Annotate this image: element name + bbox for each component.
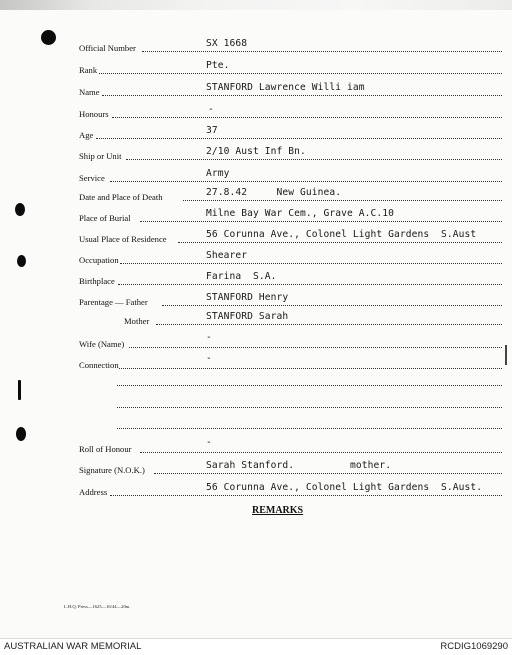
label-ship-or-unit: Ship or Unit	[79, 151, 122, 161]
row-signature-nok	[0, 462, 512, 480]
label-rank: Rank	[79, 65, 98, 75]
value-occupation: Shearer	[206, 250, 248, 261]
label-roll-of-honour: Roll of Honour	[79, 444, 132, 454]
row-place-of-burial	[0, 210, 512, 228]
value-name: STANFORD Lawrence Willi iam	[206, 82, 365, 93]
row-date-place-of-death	[0, 189, 512, 207]
row-honours	[0, 106, 512, 124]
value-birthplace: Farina S.A.	[206, 271, 277, 282]
label-date-place-of-death: Date and Place of Death	[79, 192, 163, 202]
label-place-of-burial: Place of Burial	[79, 213, 131, 223]
value-service: Army	[206, 168, 230, 179]
row-ship-or-unit	[0, 148, 512, 166]
value-age: 37	[206, 125, 218, 136]
row-birthplace	[0, 273, 512, 291]
value-parentage-mother: STANFORD Sarah	[206, 311, 289, 322]
scan-edge	[0, 0, 512, 10]
row-occupation	[0, 252, 512, 270]
label-parentage-father: Parentage — Father	[79, 297, 148, 307]
punch-mark-slot	[18, 380, 21, 400]
row-rank	[0, 62, 512, 80]
connection-blank-line-3	[117, 428, 502, 429]
value-honours: -	[208, 104, 214, 115]
value-ship-or-unit: 2/10 Aust Inf Bn.	[206, 146, 306, 157]
value-place-of-burial: Milne Bay War Cem., Grave A.C.10	[206, 208, 395, 219]
label-service: Service	[79, 173, 105, 183]
footer-institution: AUSTRALIAN WAR MEMORIAL	[4, 641, 142, 652]
connection-blank-line-1	[117, 385, 502, 386]
printer-imprint: L.H.Q. Press—1625—16/44—20m.	[64, 604, 131, 609]
value-rank: Pte.	[206, 60, 230, 71]
row-connection	[0, 353, 512, 375]
value-address: 56 Corunna Ave., Colonel Light Gardens S.Aust.	[206, 482, 483, 493]
row-wife	[0, 332, 512, 354]
label-address: Address	[79, 487, 108, 497]
value-parentage-father: STANFORD Henry	[206, 292, 289, 303]
value-official-number: SX 1668	[206, 38, 248, 49]
value-wife: -	[206, 332, 212, 343]
footer-record-id: RCDIG1069290	[440, 641, 508, 652]
row-usual-residence	[0, 231, 512, 249]
value-roll-of-honour: -	[206, 437, 212, 448]
label-name: Name	[79, 87, 100, 97]
label-birthplace: Birthplace	[79, 276, 115, 286]
value-signature-relationship: mother.	[350, 460, 392, 471]
value-signature-nok: Sarah Stanford.	[206, 460, 295, 471]
value-connection: -	[206, 353, 212, 364]
archive-footer	[0, 638, 512, 655]
label-wife: Wife (Name)	[79, 339, 125, 349]
punch-hole-lower	[16, 427, 26, 441]
row-service	[0, 170, 512, 188]
row-parentage-father	[0, 294, 512, 312]
row-age	[0, 127, 512, 145]
row-parentage-mother	[0, 313, 512, 331]
label-usual-residence: Usual Place of Residence	[79, 234, 167, 244]
label-age: Age	[79, 130, 94, 140]
row-official-number	[0, 40, 512, 58]
label-occupation: Occupation	[79, 255, 119, 265]
label-honours: Honours	[79, 109, 109, 119]
label-official-number: Official Number	[79, 43, 136, 53]
row-roll-of-honour	[0, 437, 512, 459]
remarks-heading: REMARKS	[252, 505, 304, 516]
row-address	[0, 484, 512, 502]
label-signature-nok: Signature (N.O.K.)	[79, 465, 145, 475]
value-usual-residence: 56 Corunna Ave., Colonel Light Gardens S.Aust	[206, 229, 477, 240]
row-name	[0, 84, 512, 102]
label-parentage-mother: Mother	[124, 316, 150, 326]
label-connection: Connection	[79, 360, 119, 370]
connection-blank-line-2	[117, 407, 502, 408]
value-date-place-of-death: 27.8.42 New Guinea.	[206, 187, 342, 198]
